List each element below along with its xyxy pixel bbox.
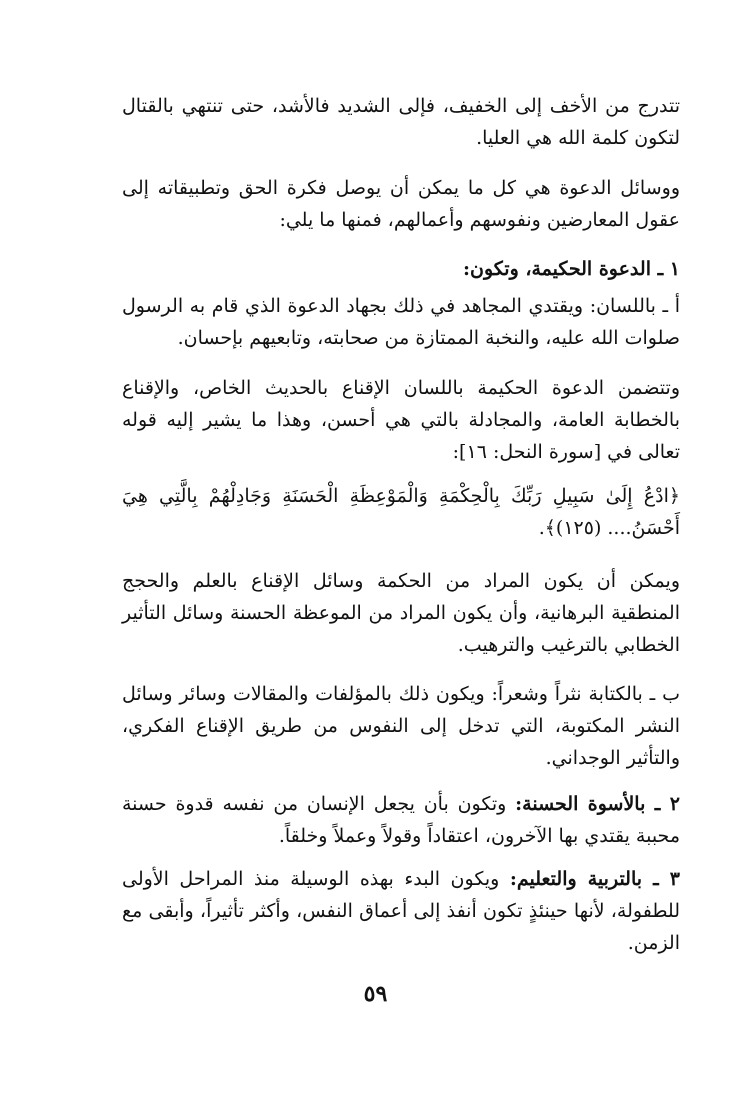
paragraph-3-lead: أ ـ باللسان: — [589, 295, 680, 317]
paragraph-6-lead: ب ـ بالكتابة نثراً وشعراً: — [491, 683, 680, 705]
heading-1-text: ١ ـ الدعوة الحكيمة، وتكون: — [463, 258, 680, 280]
paragraph-7 — [122, 788, 680, 852]
paragraph-3 — [122, 290, 680, 354]
quran-quote — [122, 480, 680, 544]
paragraph-4-text: وتتضمن الدعوة الحكيمة باللسان الإقناع بالحديث الخاص، والإقناع بالخطابة العامة، والمجادلة بالتي هي أحسن، وهذا ما يشير إليه قوله تعالى في [سورة النحل: ١٦]: — [122, 377, 680, 463]
paragraph-2 — [122, 172, 680, 236]
paragraph-3-text: ويقتدي المجاهد في ذلك بجهاد الدعوة الذي قام به الرسول صلوات الله عليه، والنخبة الممتازة من صحابته، وتابعيهم بإحسان. — [122, 295, 680, 349]
paragraph-5-text: ويمكن أن يكون المراد من الحكمة وسائل الإقناع بالعلم والحجج المنطقية البرهانية، وأن يكون المراد من الموعظة الحسنة وسائل التأثير الخطابي بالترغيب والترهيب. — [122, 570, 680, 656]
paragraph-4 — [122, 372, 680, 468]
paragraph-1-text: تتدرج من الأخف إلى الخفيف، فإلى الشديد فالأشد، حتى تنتهي بالقتال لتكون كلمة الله هي العليا. — [122, 95, 680, 149]
paragraph-6-text: ويكون ذلك بالمؤلفات والمقالات وسائر وسائل النشر المكتوبة، التي تدخل إلى النفوس من طريق الإقناع الفكري، والتأثير الوجداني. — [122, 683, 680, 769]
heading-1 — [122, 253, 680, 285]
paragraph-5 — [122, 565, 680, 661]
paragraph-6 — [122, 678, 680, 774]
paragraph-2-text: ووسائل الدعوة هي كل ما يمكن أن يوصل فكرة الحق وتطبيقاته إلى عقول المعارضين ونفوسهم وأعمالهم، فمنها ما يلي: — [122, 177, 680, 231]
paragraph-8-lead: ٣ ـ بالتربية والتعليم: — [509, 868, 681, 890]
paragraph-8-text: ويكون البدء بهذه الوسيلة منذ المراحل الأولى للطفولة، لأنها حينئذٍ تكون أنفذ إلى أعماق النفس، وأكثر تأثيراً، وأبقى مع الزمن. — [122, 868, 680, 954]
paragraph-8 — [122, 863, 680, 959]
paragraph-7-text: وتكون بأن يجعل الإنسان من نفسه قدوة حسنة محببة يقتدي بها الآخرون، اعتقاداً وقولاً وعملاً وخلقاً. — [122, 793, 680, 847]
paragraph-1 — [122, 90, 680, 154]
quran-quote-text: ﴿ادْعُ إِلَىٰ سَبِيلِ رَبِّكَ بِالْحِكْمَةِ وَالْمَوْعِظَةِ الْحَسَنَةِ وَجَادِلْهُمْ بِالَّتِي هِيَ أَحْسَنُ.... (١٢٥)﴾. — [122, 485, 680, 539]
page-number: ٥٩ — [363, 981, 388, 1007]
paragraph-7-lead: ٢ ـ بالأسوة الحسنة: — [515, 793, 680, 815]
